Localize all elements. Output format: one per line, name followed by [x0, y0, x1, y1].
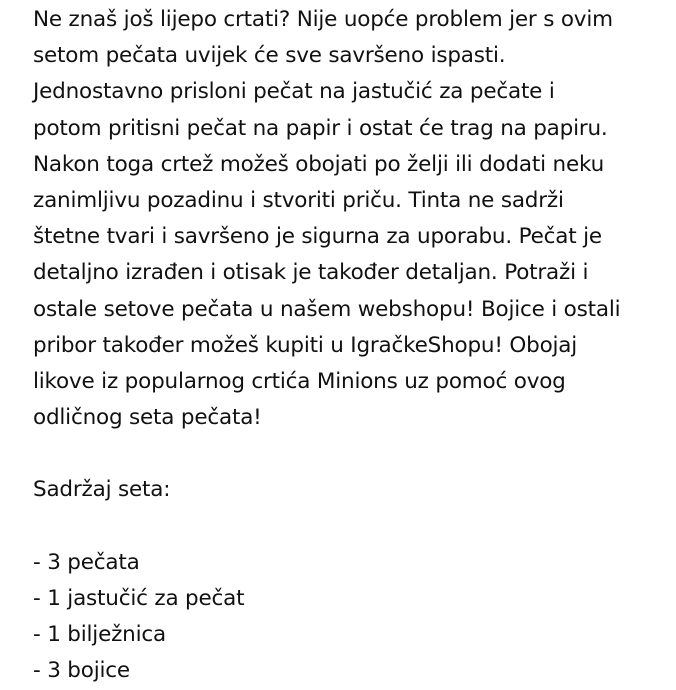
- set-contents-list: [33, 545, 673, 690]
- set-contents-heading: Sadržaj seta:: [33, 477, 171, 503]
- description-line: odličnog seta pečata!: [33, 405, 262, 431]
- description-line: pribor također možeš kupiti u IgračkeShopu! Obojaj: [33, 332, 578, 358]
- description-line: Ne znaš još lijepo crtati? Nije uopće problem jer s ovim: [33, 7, 613, 32]
- description-line: likove iz popularnog crtića Minions uz pomoć ovog: [33, 368, 566, 394]
- list-item: - 3 pečata: [33, 549, 140, 575]
- list-item: - 1 bilježnica: [33, 622, 166, 648]
- description-line: Jednostavno prisloni pečat na jastučić za pečate i: [33, 79, 555, 105]
- list-item: - 1 jastučić za pečat: [33, 586, 245, 611]
- list-item: - 3 bojice: [33, 658, 130, 684]
- description-line: zanimljivu pozadinu i stvoriti priču. Tinta ne sadrži: [33, 187, 564, 213]
- description-line: ostale setove pečata u našem webshopu! Bojice i ostali: [33, 296, 621, 322]
- description-paragraph: [33, 2, 673, 436]
- product-description: [33, 2, 673, 690]
- description-line: setom pečata uvijek će sve savršeno ispasti.: [33, 43, 506, 69]
- description-line: Nakon toga crtež možeš obojati po želji ili dodati neku: [33, 151, 605, 177]
- description-line: detaljno izrađen i otisak je također detaljan. Potraži i: [33, 260, 589, 286]
- spacer: [33, 436, 673, 472]
- spacer: [33, 509, 673, 545]
- description-line: štetne tvari i savršeno je sigurna za uporabu. Pečat je: [33, 224, 602, 250]
- description-line: potom pritisni pečat na papir i ostat će trag na papiru.: [33, 115, 608, 141]
